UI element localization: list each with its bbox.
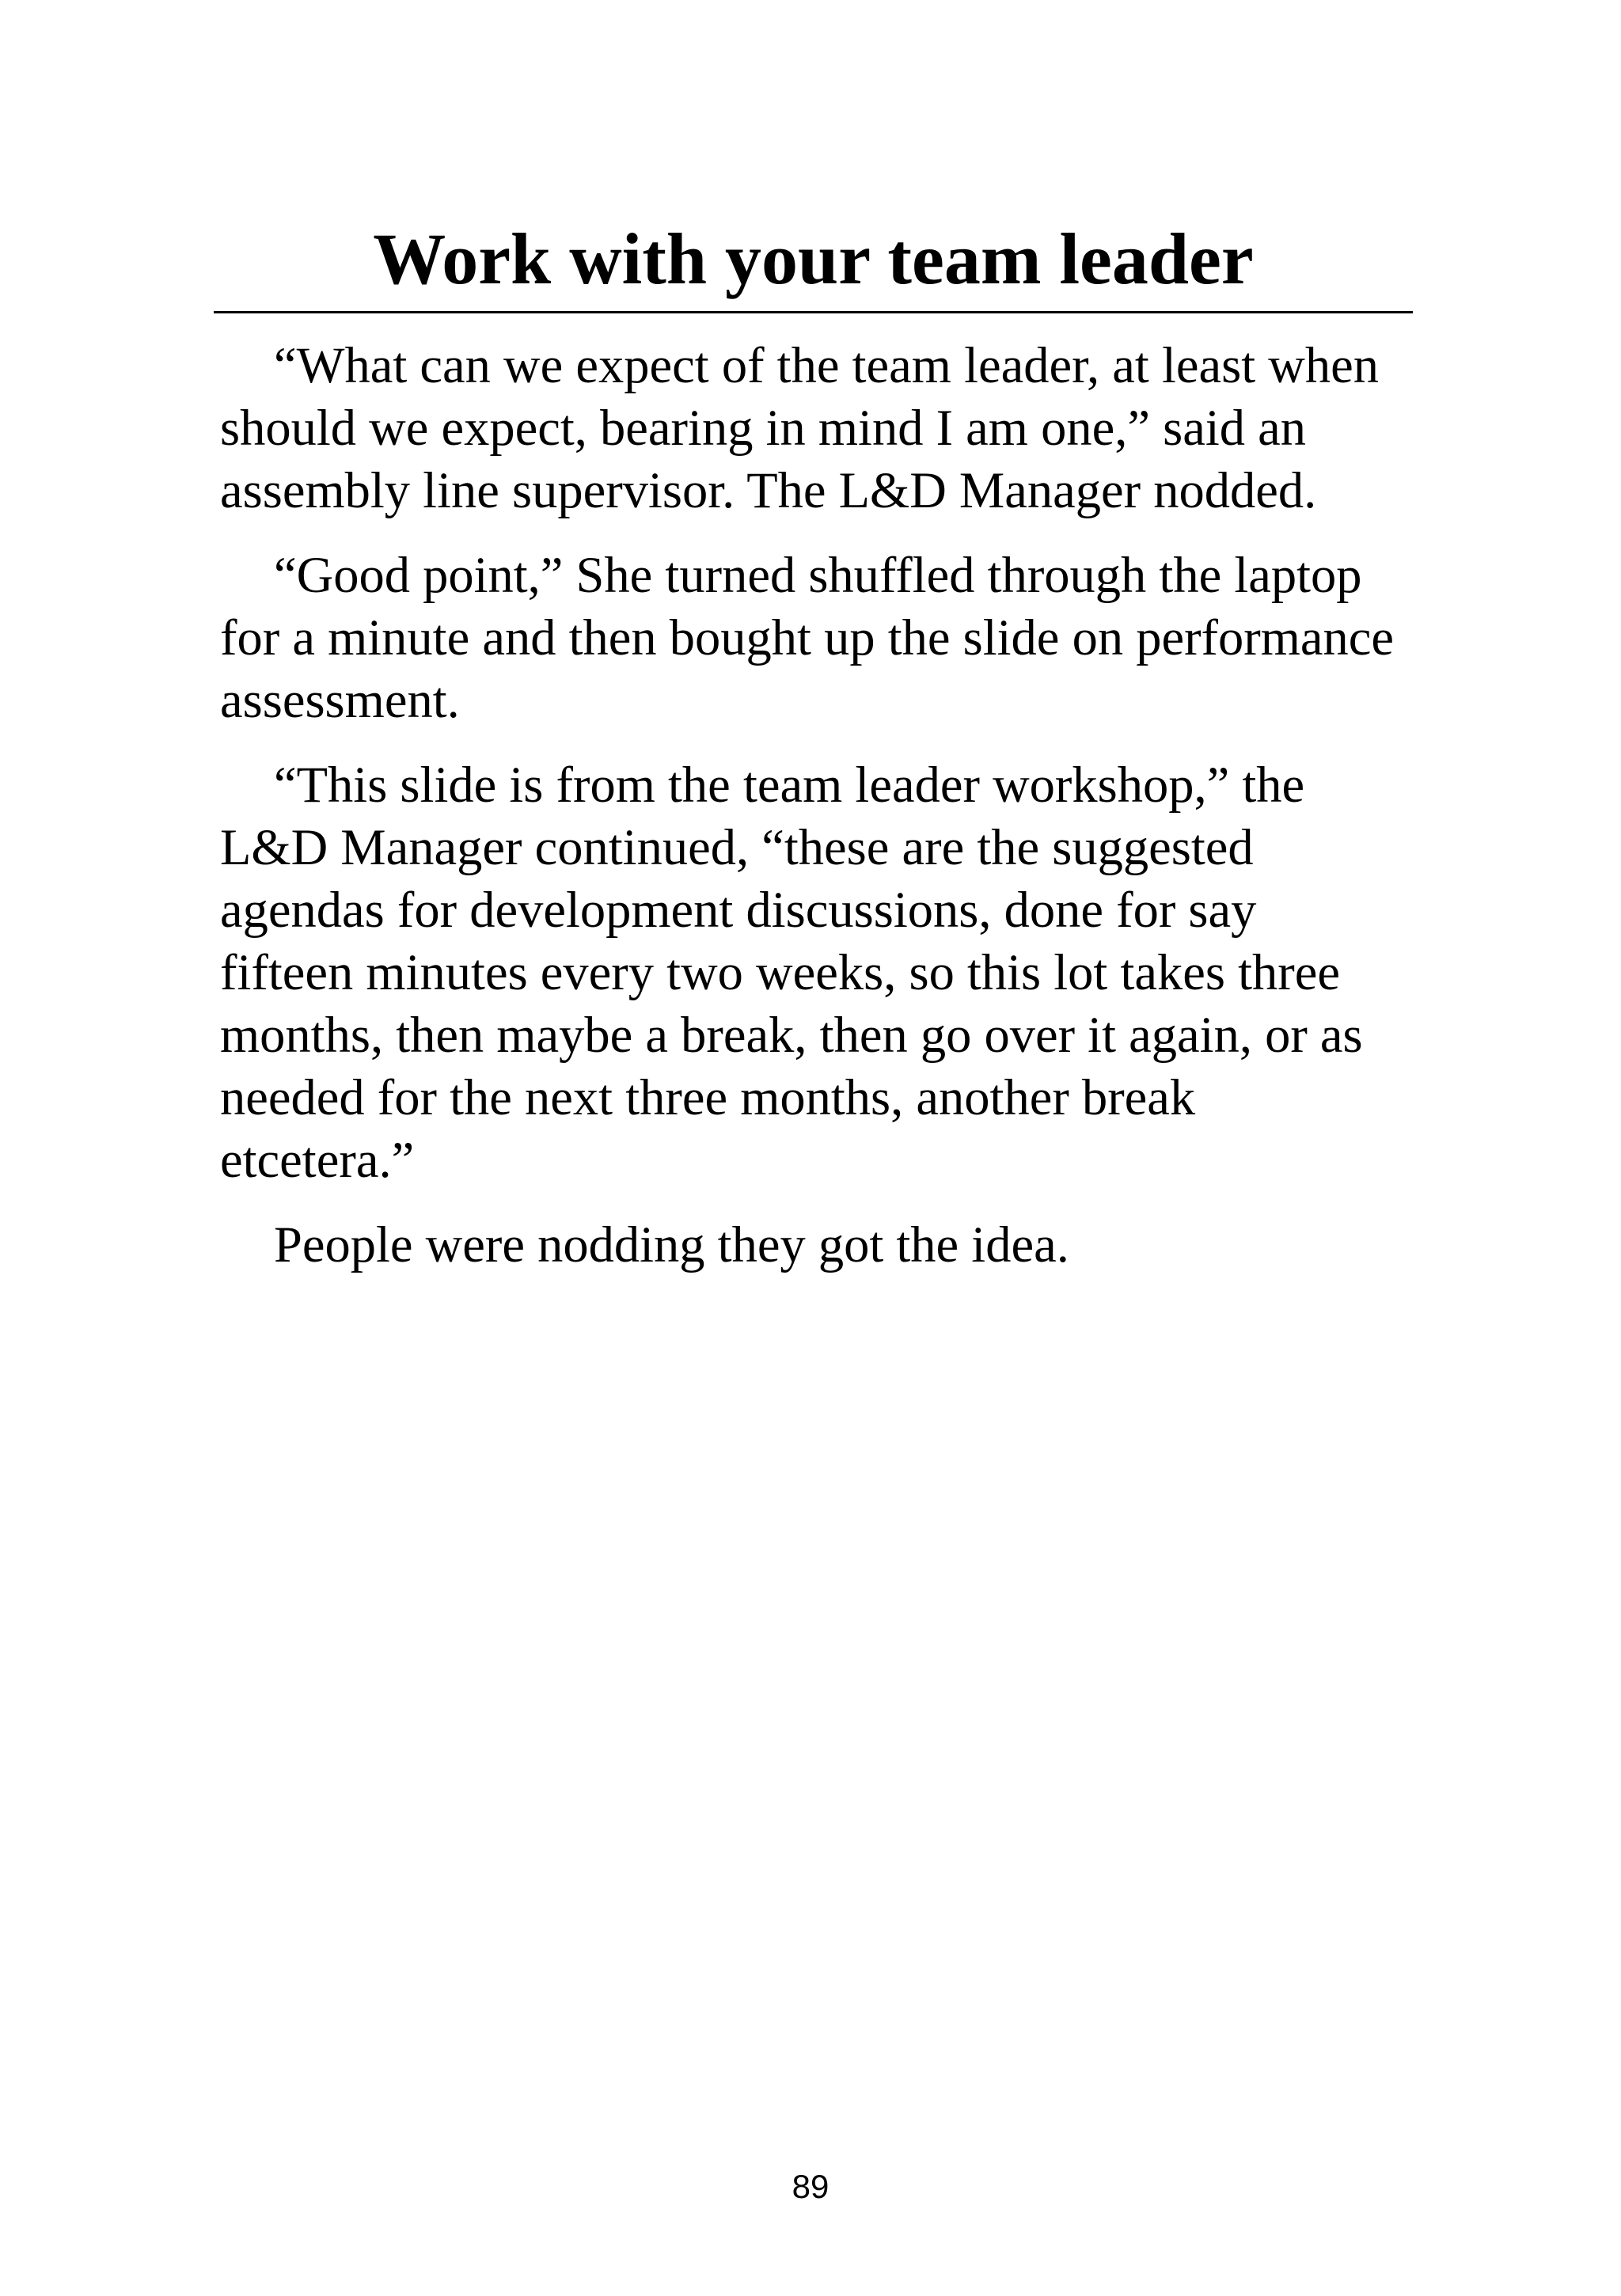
paragraph-2: “Good point,” She turned shuffled through the laptop for a minute and then bought up the slide on performance assessment. <box>220 547 1395 728</box>
page-title: Work with your team leader <box>373 218 1254 299</box>
page-number: 89 <box>792 2168 829 2205</box>
paragraph-4: People were nodding they got the idea. <box>274 1216 1069 1273</box>
paragraph-1: “What can we expect of the team leader, at least when should we expect, bearing in mind I am one,” said an assembly line supervisor. The L&D Manager nodded. <box>220 337 1379 518</box>
body-text <box>220 334 1399 1298</box>
paragraph-3: “This slide is from the team leader workshop,” the L&D Manager continued, “these are the suggested agendas for development discussions, done for say fifteen minutes every two weeks, so this lot takes three months, then maybe a break, then go over it again, or as needed for the next three months, another break etcetera.” <box>220 757 1363 1188</box>
title-underline <box>214 311 1413 313</box>
